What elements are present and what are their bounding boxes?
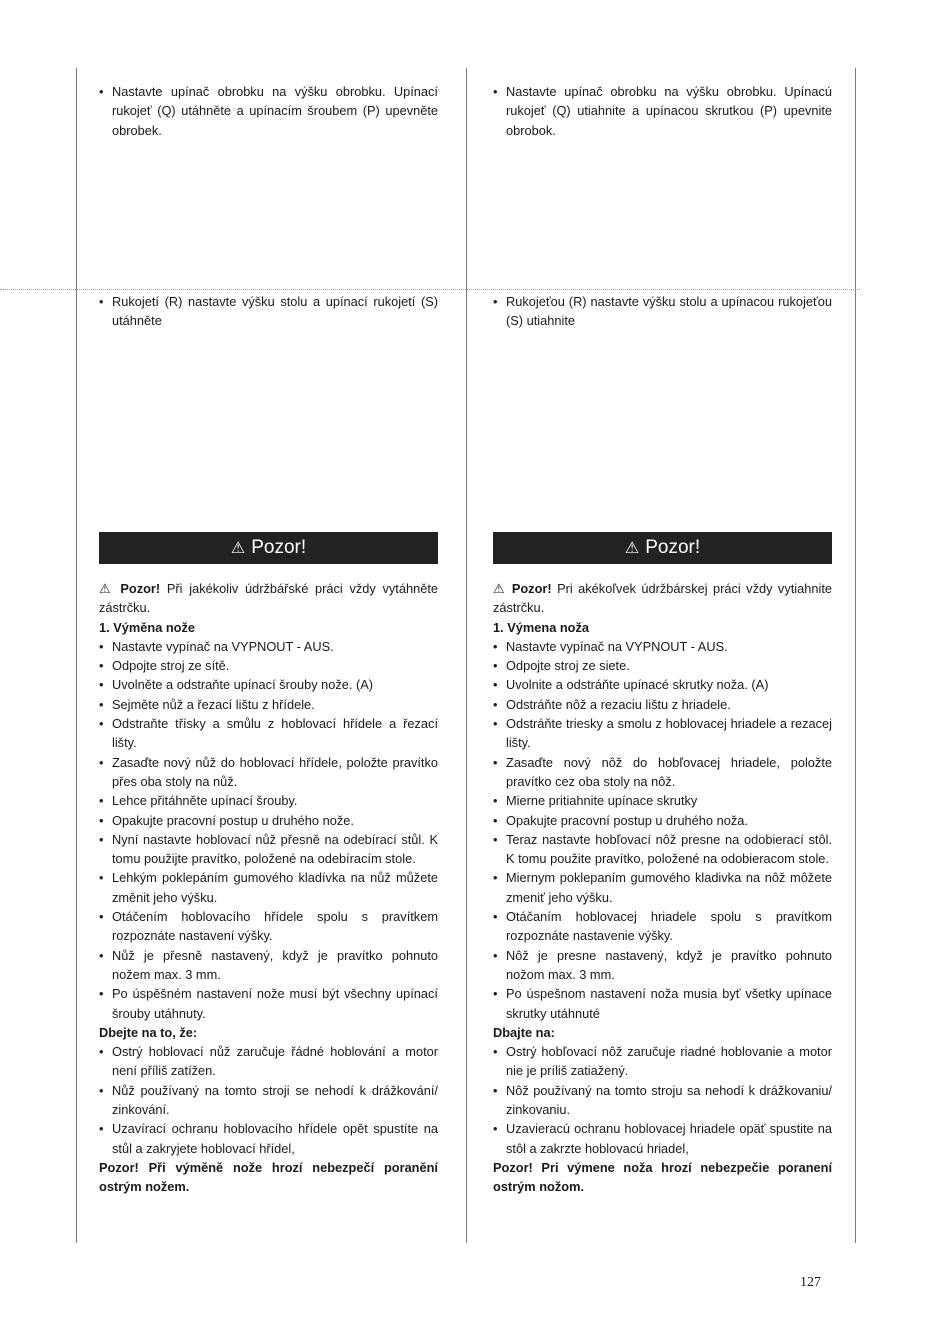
list-item: • Ostrý hobľovací nôž zaručuje riadné hoblovanie a motor nie je príliš zatiažený. (493, 1042, 832, 1081)
right-border-line (855, 68, 856, 1243)
warning-icon: ⚠ (624, 540, 640, 557)
left-border-line (76, 68, 77, 1243)
list-item: • Opakujte pracovní postup u druhého noža. (493, 811, 832, 830)
list-item: • Lehkým poklepáním gumového kladívka na nůž můžete změnit jeho výšku. (99, 868, 438, 907)
list-item: • Zasaďte nový nôž do hobľovacej hriadele, položte pravítko cez oba stoly na nôž. (493, 753, 832, 792)
list-item: • Miernym poklepaním gumového kladivka na nôž môžete zmeniť jeho výšku. (493, 868, 832, 907)
notes-list (493, 1042, 832, 1158)
list-item: • Odstraňte třísky a smůlu z hoblovací hřídele a řezací lišty. (99, 714, 438, 753)
center-divider-line (466, 68, 467, 1243)
list-item: • Nôž používaný na tomto stroju sa nehodí k drážkovaniu/ zinkovaniu. (493, 1081, 832, 1120)
list-item: • Uvolnite a odstráňte upínacé skrutky noža. (A) (493, 675, 832, 694)
list-item: • Odstráňte triesky a smolu z hoblovacej hriadele a rezacej lišty. (493, 714, 832, 753)
list-item: • Nastavte upínač obrobku na výšku obrobku. Upínací rukojeť (Q) utáhněte a upínacím šroubem (P) upevněte obrobek. (99, 82, 438, 140)
warning-text: Pri akékoľvek údržbárskej práci vždy vytiahnite zástrčku. (493, 581, 832, 616)
right-section1 (493, 82, 832, 140)
left-body (99, 579, 438, 1197)
right-body (493, 579, 832, 1197)
list-item: • Odpojte stroj ze siete. (493, 656, 832, 675)
warning-paragraph (99, 579, 438, 618)
list-item: • Nastavte upínač obrobku na výšku obrobku. Upínacú rukojeť (Q) utiahnite a upínacou skrutkou (P) upevnite obrobok. (493, 82, 832, 140)
list-item: • Lehce přitáhněte upínací šrouby. (99, 791, 438, 810)
left-section2 (99, 292, 438, 331)
page-number: 127 (800, 1275, 821, 1290)
section-heading: Dbajte na: (493, 1024, 555, 1040)
warning-text: Při jakékoliv údržbářské práci vždy vytáhněte zástrčku. (99, 581, 438, 616)
section-heading: Dbejte na to, že: (99, 1024, 198, 1040)
list-item: • Mierne pritiahnite upínace skrutky (493, 791, 832, 810)
list-item: • Nôž je presne nastavený, když je pravítko pohnuto nožom max. 3 mm. (493, 946, 832, 985)
section-heading: 1. Výmena noža (493, 619, 590, 635)
warning-paragraph (493, 579, 832, 618)
list-item: • Nastavte vypínač na VYPNOUT - AUS. (493, 637, 832, 656)
final-warning: Pozor! Při výměně nože hrozí nebezpečí poranění ostrým nožem. (99, 1159, 438, 1195)
left-warning-banner (99, 532, 438, 564)
list-item: • Zasaďte nový nůž do hoblovací hřídele, položte pravítko přes oba stoly na nůž. (99, 753, 438, 792)
dotted-separator (0, 289, 860, 290)
list-item: • Nyní nastavte hoblovací nůž přesně na odebírací stůl. K tomu použijte pravítko, položené na odebíracím stole. (99, 830, 438, 869)
list-item: • Po úspešnom nastavení noža musia byť všetky upínace skrutky utáhnuté (493, 984, 832, 1023)
list-item: • Otáčením hoblovacího hřídele spolu s pravítkem rozpoznáte nastavení výšky. (99, 907, 438, 946)
list-item: • Sejměte nůž a řezací lištu z hřídele. (99, 695, 438, 714)
list-item: • Uzavírací ochranu hoblovacího hřídele opět spustíte na stůl a zakryjete hoblovací hřídel, (99, 1119, 438, 1158)
list-item: • Nůž používaný na tomto stroji se nehodí k drážkování/ zinkování. (99, 1081, 438, 1120)
left-section1 (99, 82, 438, 140)
right-warning-banner (493, 532, 832, 564)
list-item: • Po úspěšném nastavení nože musí být všechny upínací šrouby utáhnuty. (99, 984, 438, 1023)
steps-list (493, 637, 832, 1023)
list-item: • Uzavieracú ochranu hoblovacej hriadele opäť spustite na stôl a zakrzte hoblovacú hriadel, (493, 1119, 832, 1158)
list-item: • Opakujte pracovní postup u druhého nože. (99, 811, 438, 830)
notes-list (99, 1042, 438, 1158)
list-item: • Odpojte stroj ze sítě. (99, 656, 438, 675)
list-item: • Ostrý hoblovací nůž zaručuje řádné hoblování a motor není příliš zatížen. (99, 1042, 438, 1081)
list-item: • Otáčaním hoblovacej hriadele spolu s pravítkom rozpoznáte nastavenie výšky. (493, 907, 832, 946)
list-item: • Uvolněte a odstraňte upínací šrouby nože. (A) (99, 675, 438, 694)
section-heading: 1. Výměna nože (99, 619, 196, 635)
warning-label: Pozor! (511, 581, 552, 596)
final-warning: Pozor! Pri výmene noža hrozí nebezpečie poranení ostrým nožom. (493, 1159, 832, 1195)
list-item: • Nůž je přesně nastavený, když je pravítko pohnuto nožem max. 3 mm. (99, 946, 438, 985)
list-item: • Nastavte vypínač na VYPNOUT - AUS. (99, 637, 438, 656)
warning-icon: ⚠ (230, 540, 246, 557)
banner-label: Pozor! (251, 537, 307, 558)
steps-list (99, 637, 438, 1023)
right-section2 (493, 292, 832, 331)
warning-label: Pozor! (120, 581, 161, 596)
banner-label: Pozor! (645, 537, 701, 558)
list-item: • Odstráňte nôž a rezaciu lištu z hriadele. (493, 695, 832, 714)
list-item: • Rukojetí (R) nastavte výšku stolu a upínací rukojetí (S) utáhněte (99, 292, 438, 331)
warning-icon: ⚠ (493, 581, 507, 596)
warning-icon: ⚠ (99, 581, 114, 596)
list-item: • Rukojeťou (R) nastavte výšku stolu a upínacou rukojeťou (S) utiahnite (493, 292, 832, 331)
list-item: • Teraz nastavte hobľovací nôž presne na odobierací stôl. K tomu použite pravítko, položené na odobieracom stole. (493, 830, 832, 869)
